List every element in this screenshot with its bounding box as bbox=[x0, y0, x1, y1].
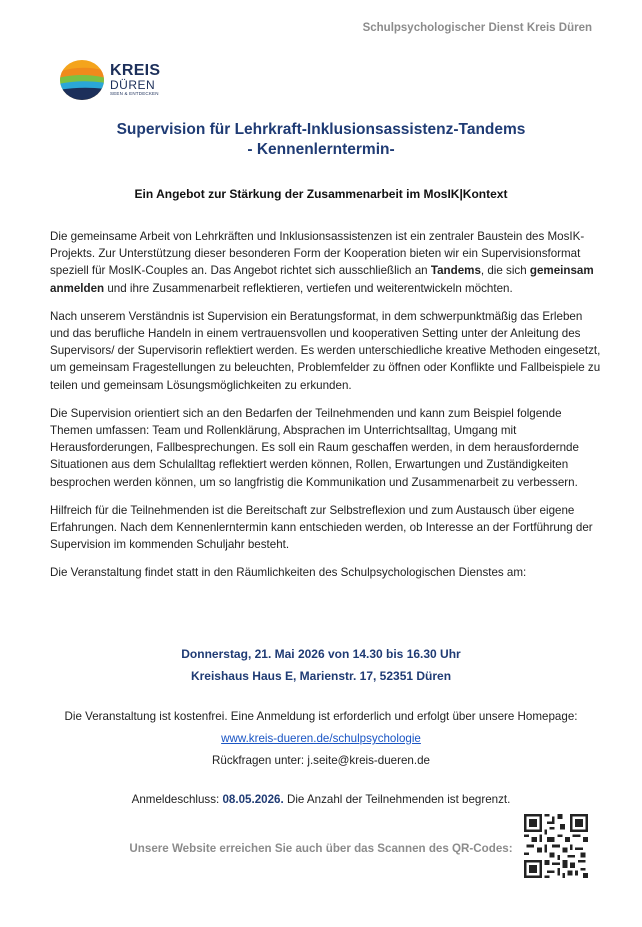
logo-line2: DÜREN bbox=[110, 78, 156, 93]
contact-info: Rückfragen unter: j.seite@kreis-dueren.de bbox=[212, 754, 430, 767]
logo-claim: SEEN & ENTDECKEN bbox=[110, 91, 159, 97]
registration-deadline bbox=[0, 793, 642, 806]
event-datetime: Donnerstag, 21. Mai 2026 von 14.30 bis 16.30 Uhr bbox=[181, 647, 461, 661]
event-location: Kreishaus Haus E, Marienstr. 17, 52351 Düren bbox=[190, 669, 452, 683]
kreis-dueren-logo bbox=[58, 58, 160, 102]
document-title bbox=[0, 120, 642, 160]
paragraph-1 bbox=[50, 228, 602, 297]
p1-part-e: und ihre Zusammenarbeit reflektieren, vertiefen und weiterentwickeln möchten. bbox=[104, 281, 513, 295]
registration-info bbox=[0, 706, 642, 772]
paragraph-5: Die Veranstaltung findet statt in den Räumlichkeiten des Schulpsychologischen Dienstes am: bbox=[50, 566, 527, 580]
homepage-link[interactable]: www.kreis-dueren.de/schulpsychologie bbox=[221, 732, 421, 745]
p1-part-a: Die gemeinsame Arbeit von Lehrkräften und Inklusionsassistenzen ist ein zentraler Baustein des MosIK-Projekts. Zur Unterstützung dieser besonderen Form der Kooperation bieten wir ein Supervisionsformat speziell für MosIK-Couples an. Das Angebot richtet sich ausschließlich an bbox=[50, 230, 585, 278]
title-line2: - Kennenlerntermin- bbox=[247, 141, 395, 158]
body-text bbox=[50, 228, 602, 593]
header-organization: Schulpsychologischer Dienst Kreis Düren bbox=[362, 22, 592, 34]
qr-code-icon[interactable] bbox=[524, 814, 588, 878]
paragraph-4: Hilfreich für die Teilnehmenden ist die Bereitschaft zur Selbstreflexion und zum Austausch über eigene Erfahrungen. Nach dem Kennenlerntermin kann entschieden werden, ob Interesse an der Fortführung der Supervision im kommenden Schuljahr besteht. bbox=[50, 503, 593, 552]
deadline-note: Die Anzahl der Teilnehmenden ist begrenzt. bbox=[283, 793, 511, 806]
document-subtitle: Ein Angebot zur Stärkung der Zusammenarbeit im MosIK|Kontext bbox=[134, 187, 508, 201]
deadline-date: 08.05.2026. bbox=[222, 793, 284, 806]
qr-note: Unsere Website erreichen Sie auch über das Scannen des QR-Codes: bbox=[129, 842, 513, 855]
p1-bold-gemeinsam: gemeinsam anmelden bbox=[50, 264, 594, 295]
paragraph-3: Die Supervision orientiert sich an den Bedarfen der Teilnehmenden und kann zum Beispiel folgende Themen umfassen: Team und Rollenklärung, Absprachen im Unterrichtsalltag, Umgang mit Herausforderungen, Fallbesprechungen. Es soll ein Raum geschaffen werden, in dem herausfordernde Situationen aus dem Schulalltag reflektiert werden können, Rollen, Erwartungen und Zuständigkeiten besprochen werden können, um so langfristig die Kommunikation und Zusammenarbeit zu verbessern. bbox=[50, 406, 579, 489]
logo-wordmark bbox=[110, 63, 160, 97]
logo-line1: KREIS bbox=[110, 62, 161, 80]
title-line1: Supervision für Lehrkraft-Inklusionsassistenz-Tandems bbox=[116, 121, 526, 138]
p1-part-c: , die sich bbox=[480, 264, 530, 278]
deadline-label: Anmeldeschluss: bbox=[131, 793, 223, 806]
event-details bbox=[0, 643, 642, 687]
paragraph-2: Nach unserem Verständnis ist Supervision ein Beratungsformat, in dem schwerpunktmäßig das Erleben und das berufliche Handeln in einem vertrauensvollen und kooperativen Setting unter der Anleitung des Supervisors/ der Supervisorin reflektiert werden. Es werden unterschiedliche kreative Methoden eingesetzt, um gemeinsam Fragestellungen zu beleuchten, Problemfelder zu öffnen oder Konflikte und Fallbeispiele zu teilen und gemeinsam Lösungsmöglichkeiten zu erkunden. bbox=[50, 309, 601, 392]
p1-bold-tandems: Tandems bbox=[430, 264, 481, 278]
kreis-dueren-logo-icon bbox=[58, 58, 106, 102]
registration-text: Die Veranstaltung ist kostenfrei. Eine Anmeldung ist erforderlich und erfolgt über unsere Homepage: bbox=[64, 710, 578, 723]
